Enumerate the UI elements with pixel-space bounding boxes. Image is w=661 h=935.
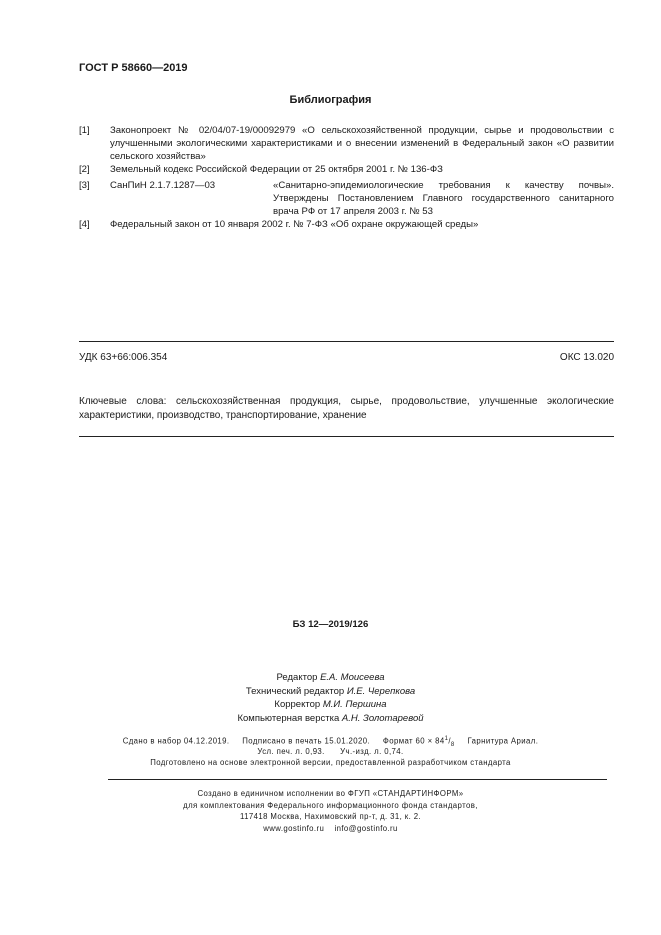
bz-number: БЗ 12—2019/126 xyxy=(292,619,369,630)
publisher-block xyxy=(0,788,661,834)
credit-line: Редактор Е.А. Моисеева xyxy=(276,672,385,683)
oks-code: ОКС 13.020 xyxy=(559,352,614,363)
divider xyxy=(79,341,614,342)
divider xyxy=(79,436,614,437)
bibliography-item-number: [3] xyxy=(79,180,90,191)
bibliography-item-number: [2] xyxy=(79,164,90,175)
publisher-line: для комплектования Федерального информационного фонда стандартов, xyxy=(183,800,478,810)
bibliography-item-text: Федеральный закон от 10 января 2002 г. № 7-ФЗ «Об охране окружающей среды» xyxy=(110,219,479,230)
print-info-line: Усл. печ. л. 0,93. Уч.-изд. л. 0,74. xyxy=(257,747,404,756)
bibliography-item xyxy=(79,179,614,218)
credit-line: Компьютерная верстка А.Н. Золотаревой xyxy=(237,712,424,724)
credit-line: Технический редактор И.Е. Черепкова xyxy=(245,685,416,697)
publisher-contacts xyxy=(0,823,661,835)
publisher-email-link[interactable]: info@gostinfo.ru xyxy=(334,823,398,833)
udk-code: УДК 63+66:006.354 xyxy=(79,352,168,363)
standard-number: ГОСТ Р 58660—2019 xyxy=(79,62,188,74)
credit-line: Корректор М.И. Першина xyxy=(274,699,387,710)
bibliography-item-text: «Санитарно-эпидемиологические требования к качеству почвы». Утверждены Постановлением Главного государственного санитарного врача РФ от 17 апреля 2003 г. № 53 xyxy=(273,180,614,217)
print-info-line: Сдано в набор 04.12.2019. Подписано в печать 15.01.2020. Формат $60 \times 84^1/_8$ Гарнитура Ариал. xyxy=(122,736,539,749)
divider xyxy=(108,779,607,780)
bibliography-item-text: Законопроект № 02/04/07-19/00092979 «О сельскохозяйственной продукции, сырье и продовольствии с улучшенными экологическими характеристиками и о внесении изменений в Федеральный закон «О развитии сельского хозяйства» xyxy=(110,125,614,162)
bibliography-item xyxy=(79,124,614,163)
publisher-line: 117418 Москва, Нахимовский пр-т, д. 31, к. 2. xyxy=(239,812,422,821)
bibliography-item-code: СанПиН 2.1.7.1287—03 xyxy=(110,180,216,191)
bibliography-item-text: Земельный кодекс Российской Федерации от 25 октября 2001 г. № 136-ФЗ xyxy=(110,164,443,175)
credits-block xyxy=(0,671,661,725)
bibliography-item xyxy=(79,163,614,176)
bibliography-item xyxy=(79,218,614,231)
publisher-website-link[interactable]: www.gostinfo.ru xyxy=(263,823,325,833)
bibliography-item-number: [4] xyxy=(79,219,90,230)
publisher-line: Создано в единичном исполнении во ФГУП «СТАНДАРТИНФОРМ» xyxy=(197,789,464,798)
print-info-line: Подготовлено на основе электронной версии, предоставленной разработчиком стандарта xyxy=(150,758,511,767)
bibliography-title: Библиография xyxy=(289,94,372,106)
bibliography-item-number: [1] xyxy=(79,125,90,136)
keywords: Ключевые слова: сельскохозяйственная продукция, сырье, продовольствие, улучшенные экологические характеристики, производство, транспортирование, хранение xyxy=(79,396,614,421)
